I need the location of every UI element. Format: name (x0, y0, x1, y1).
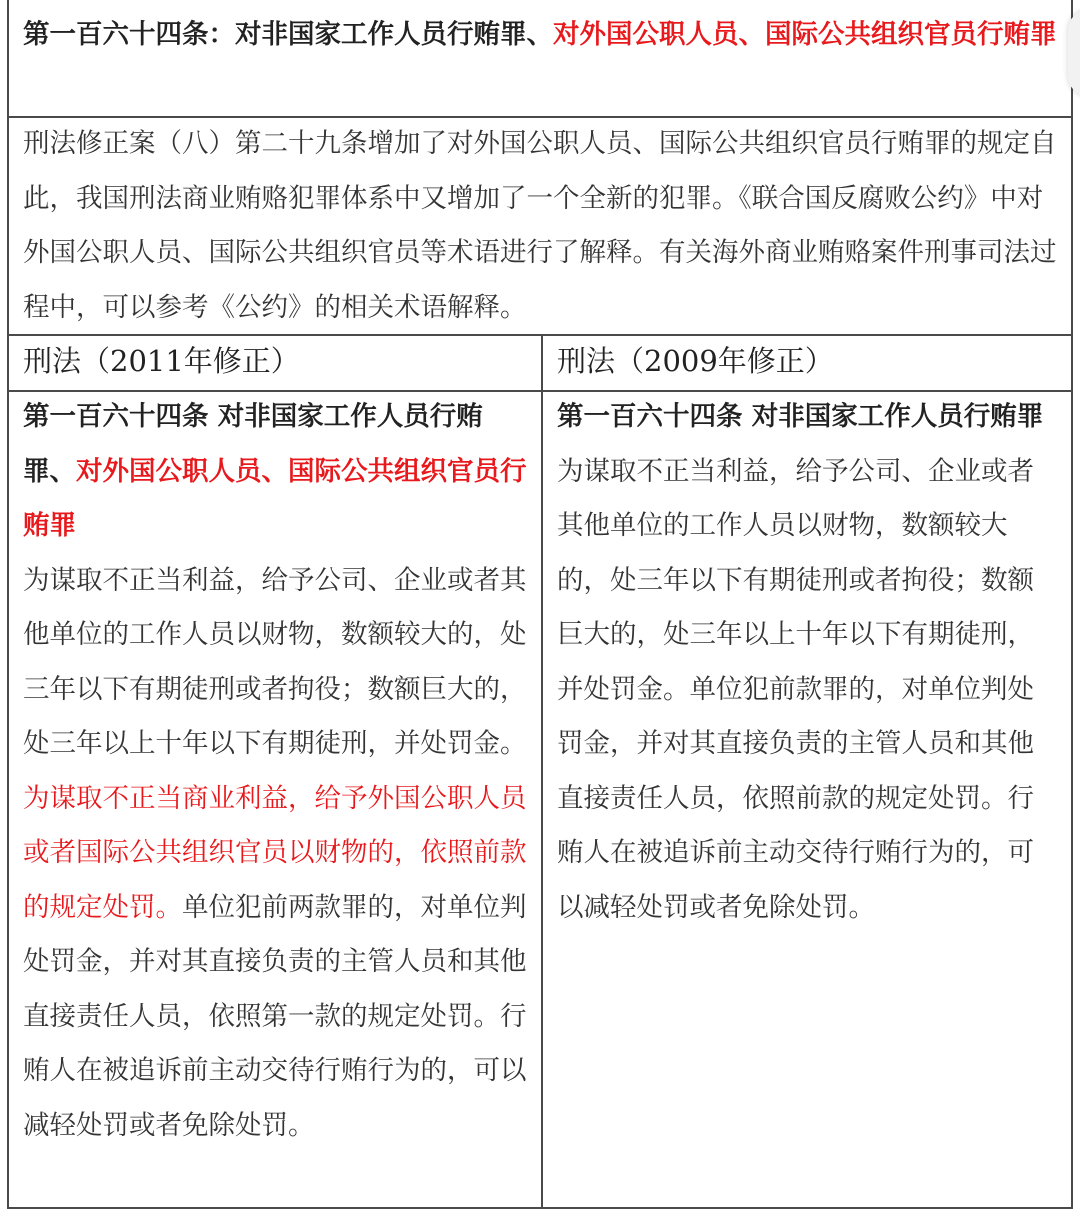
right-article-heading: 第一百六十四条 对非国家工作人员行贿罪 (557, 401, 1044, 432)
left-text-part1: 为谋取不正当利益，给予公司、企业或者其他单位的工作人员以财物，数额较大的，处三年以下有期徒刑或者拘役；数额巨大的，处三年以上十年以下有期徒刑，并处罚金。 (23, 564, 527, 759)
amendment-note-row (9, 116, 1071, 336)
left-column-header: 刑法（2011年修正） (23, 344, 300, 378)
left-column-body (9, 390, 541, 1207)
side-scroll-tab[interactable] (1068, 10, 1080, 96)
amendment-note: 刑法修正案（八）第二十九条增加了对外国公职人员、国际公共组织官员行贿罪的规定自此，我国刑法商业贿赂犯罪体系中又增加了一个全新的犯罪。《联合国反腐败公约》中对外国公职人员、国际公共组织官员等术语进行了解释。有关海外商业贿赂案件刑事司法过程中，可以参考《公约》的相关术语解释。 (23, 128, 1057, 323)
left-text-part2: 单位犯前两款罪的，对单位判处罚金，并对其直接负责的主管人员和其他直接责任人员，依照第一款的规定处罚。行贿人在被追诉前主动交待行贿行为的，可以减轻处罚或者免除处罚。 (23, 891, 527, 1141)
right-column-header: 刑法（2009年修正） (557, 344, 834, 378)
content-row (9, 390, 1071, 1207)
column-header-row (9, 334, 1071, 392)
left-column-header-cell (9, 334, 541, 390)
left-article-text (23, 390, 527, 1153)
left-article-heading (23, 401, 527, 541)
article-title-red: 对外国公职人员、国际公共组织官员行贿罪 (553, 19, 1057, 50)
right-column-body (543, 390, 1071, 1207)
right-article-text (557, 390, 1057, 935)
article-title-black: 第一百六十四条：对非国家工作人员行贿罪、 (23, 19, 553, 50)
comparison-table (7, 0, 1073, 1209)
left-heading-red: 对外国公职人员、国际公共组织官员行贿罪 (23, 455, 527, 541)
article-title-row (9, 0, 1071, 118)
left-text-added-clause: 为谋取不正当商业利益，给予外国公职人员或者国际公共组织官员以财物的，依照前款的规定处罚。 (23, 782, 527, 923)
article-title (9, 0, 1071, 62)
right-column-header-cell (543, 334, 1071, 390)
right-text: 为谋取不正当利益，给予公司、企业或者其他单位的工作人员以财物，数额较大的，处三年以下有期徒刑或者拘役；数额巨大的，处三年以上十年以下有期徒刑，并处罚金。单位犯前款罪的，对单位判处罚金，并对其直接负责的主管人员和其他直接责任人员，依照前款的规定处罚。行贿人在被追诉前主动交待行贿行为的，可以减轻处罚或者免除处罚。 (557, 455, 1034, 923)
left-heading-black: 第一百六十四条 对非国家工作人员行贿罪、 (23, 401, 483, 487)
